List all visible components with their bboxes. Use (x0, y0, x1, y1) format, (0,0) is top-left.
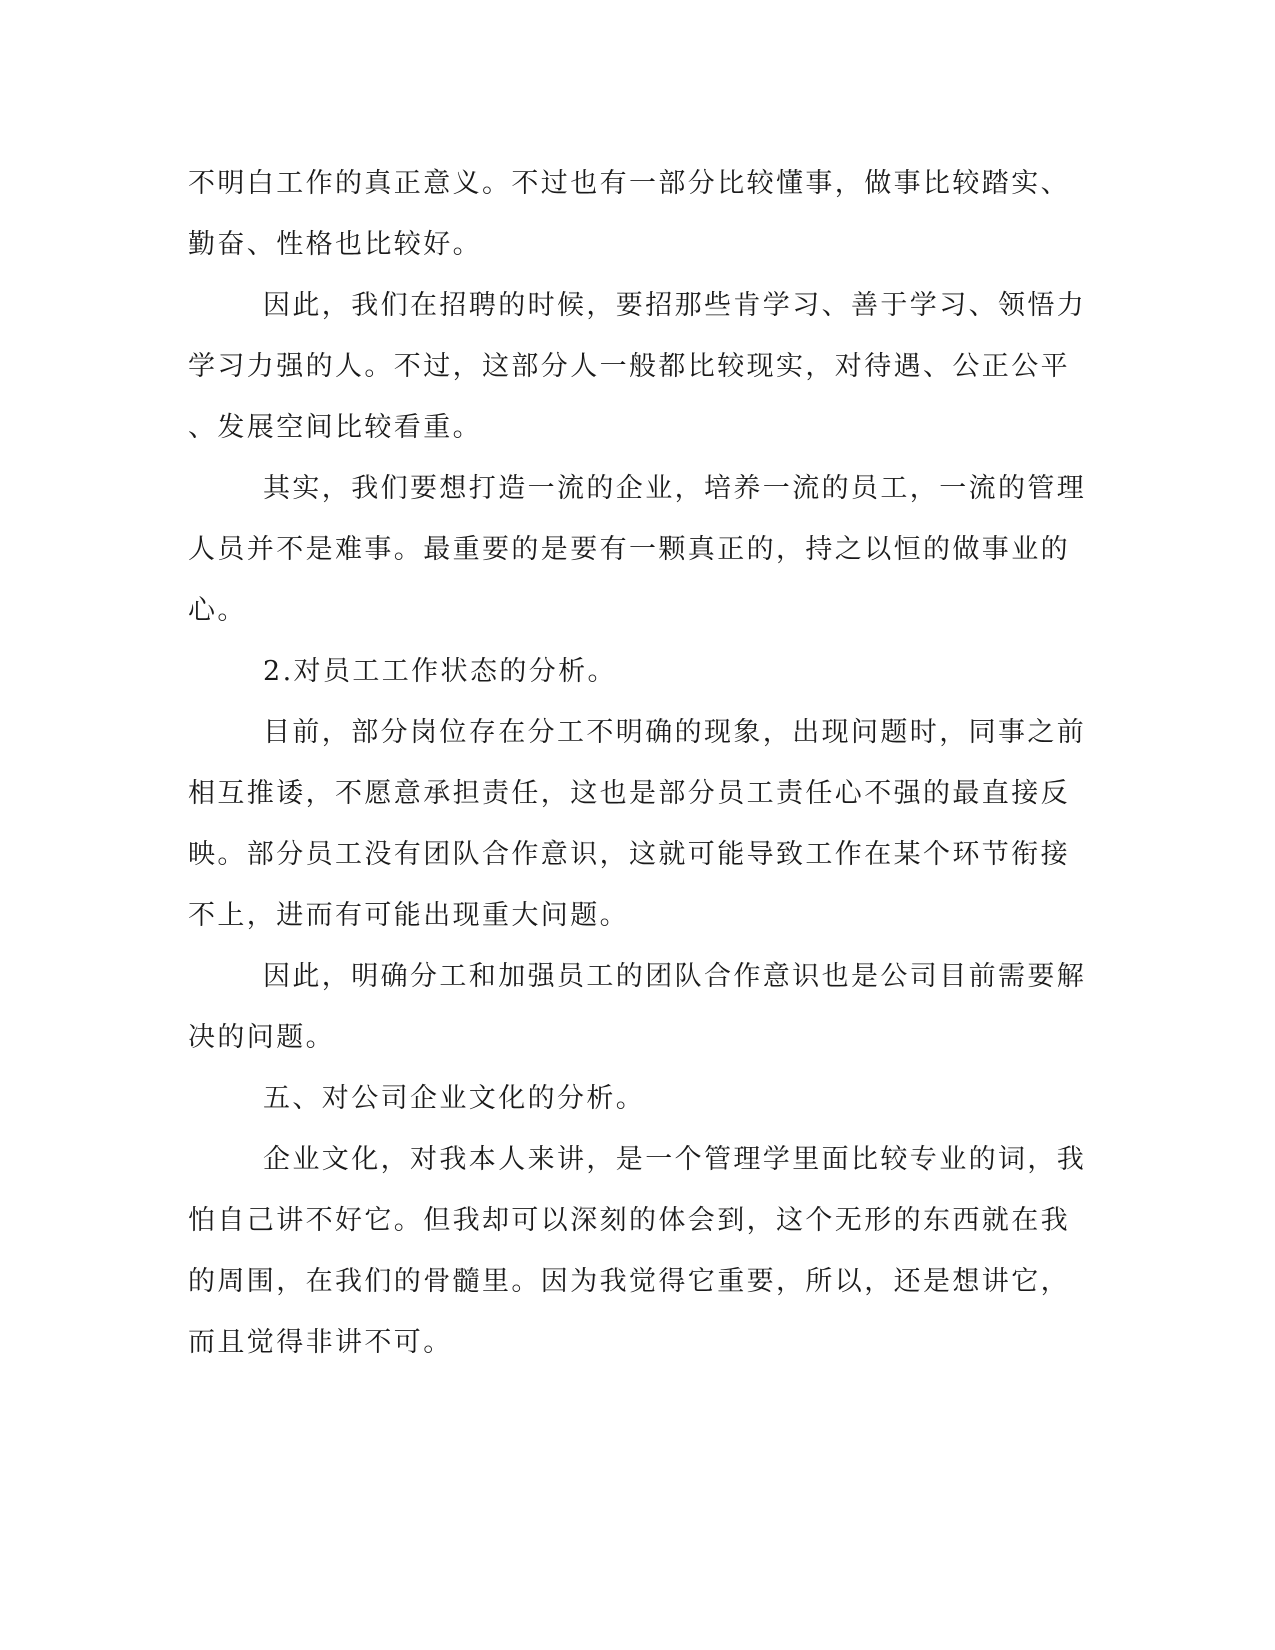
text-line: 人员并不是难事。最重要的是要有一颗真正的，持之以恒的做事业的 (188, 534, 1070, 565)
section-heading: 2.对员工工作状态的分析。 (263, 656, 617, 687)
text-line: 决的问题。 (188, 1022, 335, 1053)
text-line: 、发展空间比较看重。 (188, 412, 482, 443)
text-line: 不明白工作的真正意义。不过也有一部分比较懂事，做事比较踏实、 (188, 168, 1070, 199)
text-line: 而且觉得非讲不可。 (188, 1327, 453, 1358)
paragraph-first-line: 因此，明确分工和加强员工的团队合作意识也是公司目前需要解 (263, 961, 1087, 992)
text-line: 学习力强的人。不过，这部分人一般都比较现实，对待遇、公正公平 (188, 351, 1070, 382)
text-line: 的周围，在我们的骨髓里。因为我觉得它重要，所以，还是想讲它， (188, 1266, 1070, 1297)
text-line: 不上，进而有可能出现重大问题。 (188, 900, 629, 931)
section-heading: 五、对公司企业文化的分析。 (263, 1083, 646, 1114)
text-line: 怕自己讲不好它。但我却可以深刻的体会到，这个无形的东西就在我 (188, 1205, 1070, 1236)
text-line: 映。部分员工没有团队合作意识，这就可能导致工作在某个环节衔接 (188, 839, 1070, 870)
body-text (188, 153, 1087, 1373)
paragraph-first-line: 因此，我们在招聘的时候，要招那些肯学习、善于学习、领悟力 (263, 290, 1087, 321)
text-line: 心。 (188, 595, 247, 626)
paragraph-first-line: 企业文化，对我本人来讲，是一个管理学里面比较专业的词，我 (263, 1144, 1087, 1175)
text-line: 相互推诿，不愿意承担责任，这也是部分员工责任心不强的最直接反 (188, 778, 1070, 809)
paragraph-first-line: 其实，我们要想打造一流的企业，培养一流的员工，一流的管理 (263, 473, 1087, 504)
text-line: 勤奋、性格也比较好。 (188, 229, 482, 260)
paragraph-first-line: 目前，部分岗位存在分工不明确的现象，出现问题时，同事之前 (263, 717, 1087, 748)
